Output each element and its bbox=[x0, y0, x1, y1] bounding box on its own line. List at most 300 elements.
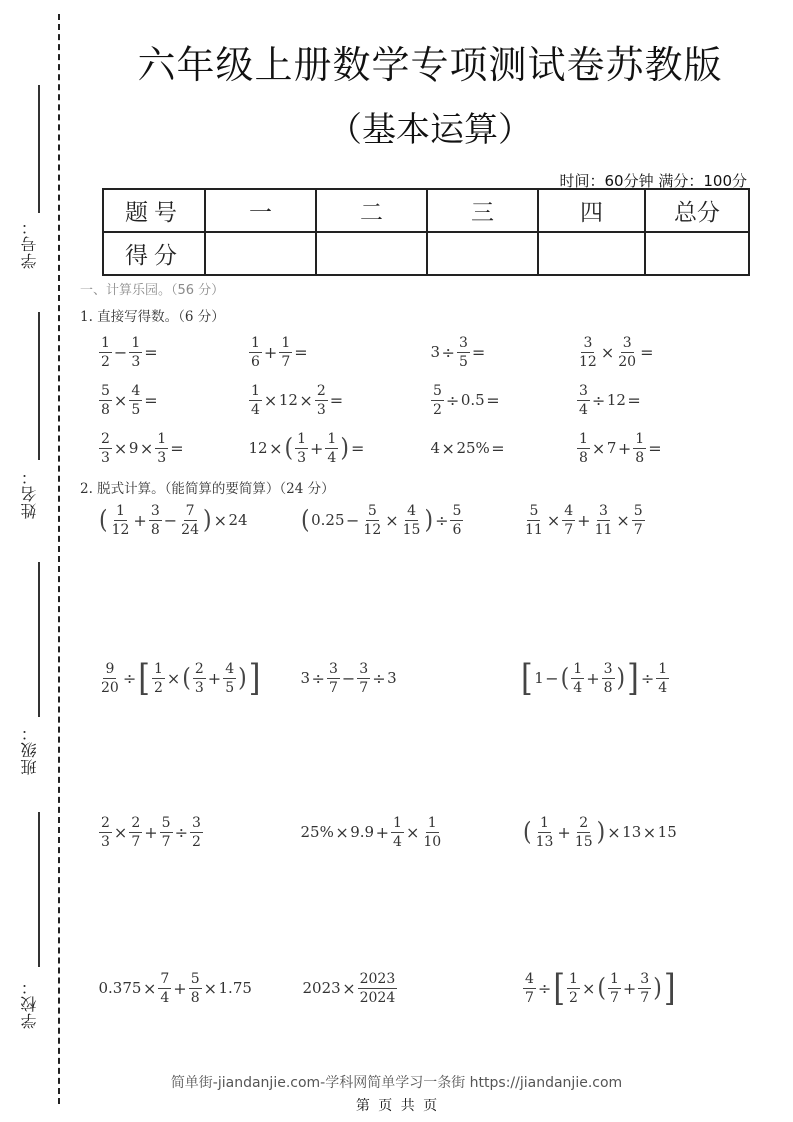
parenthesis: ) bbox=[653, 973, 662, 1003]
math-expression bbox=[300, 812, 444, 852]
fraction bbox=[99, 432, 112, 465]
score-cell-part-4[interactable] bbox=[538, 232, 645, 275]
fraction bbox=[327, 662, 340, 695]
number: 0.5 bbox=[460, 391, 485, 409]
fraction bbox=[562, 504, 575, 537]
denominator: 6 bbox=[251, 353, 260, 370]
math-expression bbox=[522, 968, 677, 1008]
parenthesis: ( bbox=[523, 817, 532, 847]
denominator: 7 bbox=[609, 989, 619, 1006]
header-cell-part-4: 四 bbox=[538, 189, 645, 232]
math-expression bbox=[576, 380, 642, 420]
fraction bbox=[160, 816, 173, 849]
operator: ÷ bbox=[640, 668, 655, 688]
operator: × bbox=[142, 978, 157, 998]
operator: × bbox=[335, 822, 349, 842]
denominator: 7 bbox=[281, 353, 291, 370]
number: 25% bbox=[456, 439, 490, 457]
fraction bbox=[223, 662, 236, 695]
number: 4 bbox=[430, 439, 441, 457]
numerator: 2 bbox=[101, 430, 110, 447]
denominator: 13 bbox=[535, 833, 554, 850]
score-table bbox=[102, 188, 750, 276]
fraction bbox=[391, 816, 404, 849]
numerator: 3 bbox=[599, 502, 608, 519]
denominator: 4 bbox=[658, 679, 668, 696]
numerator: 4 bbox=[564, 502, 574, 519]
numerator: 1 bbox=[131, 334, 141, 351]
numerator: 3 bbox=[622, 334, 632, 351]
denominator: 8 bbox=[603, 679, 613, 696]
parenthesis: ) bbox=[616, 663, 626, 693]
numerator: 7 bbox=[160, 970, 170, 987]
operator: × bbox=[269, 438, 283, 458]
fraction bbox=[129, 384, 142, 417]
denominator: 7 bbox=[564, 521, 574, 538]
fraction bbox=[523, 504, 545, 537]
parenthesis: ) bbox=[238, 663, 247, 693]
denominator: 2 bbox=[433, 401, 442, 418]
denominator: 2 bbox=[569, 989, 578, 1006]
fraction bbox=[577, 336, 599, 369]
math-expression bbox=[248, 428, 365, 468]
number: 0.375 bbox=[98, 979, 142, 997]
fraction bbox=[158, 972, 171, 1005]
numerator: 1 bbox=[297, 430, 307, 447]
numerator: 1 bbox=[609, 970, 619, 987]
math-expression bbox=[430, 332, 486, 372]
fraction bbox=[450, 504, 463, 537]
operator: = bbox=[491, 438, 505, 458]
score-table-score-row bbox=[103, 232, 749, 275]
fraction bbox=[567, 972, 580, 1005]
numerator: 3 bbox=[603, 660, 613, 677]
operator: = bbox=[294, 342, 308, 362]
parenthesis: ( bbox=[182, 663, 191, 693]
operator: × bbox=[203, 978, 218, 998]
math-expression bbox=[302, 968, 398, 1008]
numerator: 5 bbox=[367, 502, 377, 519]
operator: − bbox=[113, 342, 128, 362]
fraction bbox=[295, 432, 308, 465]
operator: ÷ bbox=[435, 510, 449, 530]
fraction bbox=[523, 972, 536, 1005]
number: 12 bbox=[606, 391, 626, 409]
numerator: 2 bbox=[131, 814, 141, 831]
numerator: 5 bbox=[633, 502, 643, 519]
numerator: 4 bbox=[525, 970, 534, 987]
fraction bbox=[431, 384, 444, 417]
fraction bbox=[633, 432, 646, 465]
denominator: 12 bbox=[111, 521, 130, 538]
score-row-label: 得分 bbox=[103, 232, 205, 275]
number: 25% bbox=[300, 823, 334, 841]
numerator: 7 bbox=[185, 502, 195, 519]
operator: = bbox=[144, 390, 158, 410]
score-cell-part-3[interactable] bbox=[427, 232, 538, 275]
number: 9 bbox=[128, 439, 139, 457]
denominator: 7 bbox=[161, 833, 171, 850]
fraction bbox=[421, 816, 443, 849]
operator: + bbox=[173, 978, 187, 998]
numerator: 2 bbox=[316, 382, 326, 399]
fraction bbox=[602, 662, 615, 695]
operator: × bbox=[405, 822, 420, 842]
page-title: 六年级上册数学专项测试卷苏教版 bbox=[137, 43, 723, 87]
numerator: 1 bbox=[579, 430, 588, 447]
numerator: 1 bbox=[658, 660, 668, 677]
margin-field-label: 学校： bbox=[20, 978, 39, 1029]
bracket: [ bbox=[553, 967, 566, 1009]
number: 7 bbox=[606, 439, 617, 457]
margin-field-blank-line[interactable] bbox=[38, 812, 40, 967]
numerator: 1 bbox=[540, 814, 549, 831]
number: 1 bbox=[534, 669, 544, 687]
numerator: 1 bbox=[251, 334, 260, 351]
number: 0.25 bbox=[311, 511, 345, 529]
operator: × bbox=[139, 438, 154, 458]
denominator: 4 bbox=[251, 401, 260, 418]
fraction bbox=[325, 432, 338, 465]
operator: = bbox=[486, 390, 500, 410]
denominator: 5 bbox=[458, 353, 468, 370]
operator: = bbox=[648, 438, 662, 458]
number: 2023 bbox=[302, 979, 341, 997]
score-table-header-row bbox=[103, 189, 749, 232]
numerator: 1 bbox=[251, 382, 260, 399]
numerator: 2 bbox=[579, 814, 589, 831]
denominator: 4 bbox=[579, 401, 588, 418]
operator: ÷ bbox=[372, 668, 386, 688]
parenthesis: ) bbox=[424, 505, 434, 535]
margin-field-blank-line[interactable] bbox=[38, 312, 40, 460]
operator: + bbox=[375, 822, 390, 842]
number: 12 bbox=[278, 391, 298, 409]
denominator: 8 bbox=[101, 401, 110, 418]
fraction bbox=[249, 384, 262, 417]
denominator: 2024 bbox=[359, 989, 396, 1006]
denominator: 5 bbox=[225, 679, 235, 696]
operator: × bbox=[441, 438, 455, 458]
operator: × bbox=[607, 822, 621, 842]
margin-field-label: 姓名： bbox=[20, 468, 39, 519]
fraction bbox=[149, 504, 162, 537]
operator: + bbox=[577, 510, 591, 530]
fraction bbox=[573, 816, 595, 849]
score-cell-part-1[interactable] bbox=[205, 232, 316, 275]
math-expression bbox=[576, 428, 663, 468]
fraction bbox=[577, 384, 590, 417]
fraction bbox=[361, 504, 383, 537]
denominator: 3 bbox=[101, 833, 110, 850]
header-cell-total: 总分 bbox=[645, 189, 749, 232]
parenthesis: ) bbox=[596, 817, 606, 847]
fraction bbox=[577, 432, 590, 465]
question-2-heading: 2. 脱式计算。（能简算的要简算）（24 分） bbox=[80, 481, 335, 497]
denominator: 8 bbox=[579, 449, 588, 466]
denominator: 7 bbox=[328, 679, 338, 696]
header-cell-part-3: 三 bbox=[427, 189, 538, 232]
numerator: 1 bbox=[101, 334, 110, 351]
numerator: 3 bbox=[458, 334, 468, 351]
operator: + bbox=[622, 978, 637, 998]
fraction bbox=[279, 336, 292, 369]
operator: × bbox=[581, 978, 596, 998]
math-expression bbox=[98, 968, 252, 1008]
denominator: 15 bbox=[402, 521, 421, 538]
fraction bbox=[638, 972, 651, 1005]
fraction bbox=[401, 504, 423, 537]
operator: − bbox=[163, 510, 178, 530]
numerator: 5 bbox=[529, 502, 539, 519]
denominator: 3 bbox=[297, 449, 307, 466]
denominator: 7 bbox=[359, 679, 369, 696]
number: 3 bbox=[430, 343, 441, 361]
math-expression bbox=[98, 428, 185, 468]
number: 1.75 bbox=[218, 979, 252, 997]
fraction bbox=[616, 336, 638, 369]
cut-line-dashed bbox=[58, 14, 60, 1104]
fraction bbox=[99, 384, 112, 417]
denominator: 11 bbox=[594, 521, 613, 538]
operator: ÷ bbox=[122, 668, 137, 688]
header-cell-part-1: 一 bbox=[205, 189, 316, 232]
denominator: 4 bbox=[327, 449, 337, 466]
bracket: ] bbox=[663, 967, 676, 1009]
parenthesis: ( bbox=[99, 505, 108, 535]
math-expression bbox=[430, 380, 501, 420]
operator: × bbox=[113, 438, 128, 458]
fraction bbox=[155, 432, 168, 465]
operator: = bbox=[471, 342, 486, 362]
denominator: 3 bbox=[101, 449, 110, 466]
numerator: 4 bbox=[225, 660, 235, 677]
denominator: 3 bbox=[194, 679, 204, 696]
denominator: 3 bbox=[157, 449, 167, 466]
operator: × bbox=[385, 510, 399, 530]
numerator: 1 bbox=[393, 814, 402, 831]
fraction bbox=[99, 816, 112, 849]
operator: ÷ bbox=[174, 822, 188, 842]
fraction bbox=[129, 336, 142, 369]
math-expression bbox=[98, 500, 248, 540]
margin-field-label: 学号： bbox=[20, 218, 39, 269]
numerator: 5 bbox=[433, 382, 442, 399]
operator: × bbox=[299, 390, 313, 410]
footer-page-number: 第 页 共 页 bbox=[355, 1098, 438, 1114]
fraction bbox=[249, 336, 262, 369]
number: 3 bbox=[300, 669, 311, 687]
numerator: 1 bbox=[327, 430, 337, 447]
operator: ÷ bbox=[445, 390, 460, 410]
denominator: 8 bbox=[635, 449, 645, 466]
number: 24 bbox=[228, 511, 248, 529]
operator: + bbox=[617, 438, 632, 458]
bracket: [ bbox=[521, 657, 533, 699]
operator: + bbox=[263, 342, 278, 362]
denominator: 7 bbox=[633, 521, 643, 538]
denominator: 12 bbox=[363, 521, 382, 538]
operator: ÷ bbox=[537, 978, 552, 998]
denominator: 3 bbox=[316, 401, 326, 418]
denominator: 7 bbox=[525, 989, 534, 1006]
fraction bbox=[608, 972, 621, 1005]
operator: + bbox=[310, 438, 324, 458]
header-cell-part-2: 二 bbox=[316, 189, 427, 232]
operator: + bbox=[144, 822, 158, 842]
parenthesis: ( bbox=[301, 505, 310, 535]
denominator: 4 bbox=[573, 679, 583, 696]
denominator: 2 bbox=[153, 679, 163, 696]
numerator: 3 bbox=[583, 334, 593, 351]
operator: ÷ bbox=[311, 668, 325, 688]
operator: = bbox=[170, 438, 184, 458]
fraction bbox=[99, 662, 121, 695]
numerator: 5 bbox=[452, 502, 462, 519]
parenthesis: ) bbox=[202, 505, 212, 535]
bracket: ] bbox=[627, 657, 639, 699]
math-expression bbox=[248, 332, 309, 372]
math-expression bbox=[300, 500, 464, 540]
numerator: 5 bbox=[161, 814, 171, 831]
operator: − bbox=[545, 668, 559, 688]
denominator: 20 bbox=[101, 679, 119, 696]
denominator: 2 bbox=[101, 353, 110, 370]
operator: = bbox=[627, 390, 641, 410]
operator: = bbox=[329, 390, 344, 410]
number: 3 bbox=[387, 669, 397, 687]
denominator: 8 bbox=[190, 989, 200, 1006]
operator: × bbox=[113, 390, 128, 410]
parenthesis: ) bbox=[340, 433, 349, 463]
number: 13 bbox=[622, 823, 642, 841]
denominator: 4 bbox=[160, 989, 170, 1006]
fraction bbox=[189, 972, 202, 1005]
math-expression bbox=[520, 658, 670, 698]
fraction bbox=[99, 336, 112, 369]
denominator: 7 bbox=[131, 833, 141, 850]
operator: × bbox=[591, 438, 606, 458]
operator: × bbox=[166, 668, 181, 688]
footer-watermark: 简单街-jiandanjie.com-学科网简单学习一条街 https://jiandanjie.com bbox=[170, 1075, 623, 1091]
numerator: 5 bbox=[190, 970, 200, 987]
math-expression bbox=[98, 380, 159, 420]
fraction bbox=[656, 662, 669, 695]
denominator: 11 bbox=[525, 521, 543, 538]
numerator: 3 bbox=[328, 660, 338, 677]
numerator: 4 bbox=[131, 382, 141, 399]
operator: − bbox=[346, 510, 360, 530]
operator: + bbox=[586, 668, 600, 688]
math-expression bbox=[98, 812, 204, 852]
denominator: 10 bbox=[423, 833, 442, 850]
score-cell-part-2[interactable] bbox=[316, 232, 427, 275]
page-subtitle: （基本运算） bbox=[328, 110, 532, 150]
fraction bbox=[129, 816, 142, 849]
section-1-heading: 一、计算乐园。（56 分） bbox=[80, 283, 225, 298]
fraction bbox=[457, 336, 470, 369]
numerator: 2 bbox=[194, 660, 204, 677]
operator: × bbox=[342, 978, 356, 998]
number: 15 bbox=[657, 823, 677, 841]
operator: − bbox=[341, 668, 356, 688]
parenthesis: ( bbox=[597, 973, 606, 1003]
numerator: 1 bbox=[157, 430, 167, 447]
denominator: 4 bbox=[393, 833, 402, 850]
fraction bbox=[358, 972, 398, 1005]
margin-field-blank-line[interactable] bbox=[38, 85, 40, 213]
fraction bbox=[190, 816, 203, 849]
numerator: 1 bbox=[573, 660, 583, 677]
operator: + bbox=[557, 822, 571, 842]
time-and-score-info: 时间：60分钟 满分：100分 bbox=[559, 172, 747, 190]
parenthesis: ( bbox=[284, 433, 294, 463]
fraction bbox=[152, 662, 165, 695]
operator: ÷ bbox=[591, 390, 606, 410]
parenthesis: ( bbox=[560, 663, 570, 693]
math-expression bbox=[522, 812, 677, 852]
denominator: 15 bbox=[574, 833, 593, 850]
fraction bbox=[315, 384, 328, 417]
operator: × bbox=[600, 342, 615, 362]
numerator: 2 bbox=[101, 814, 110, 831]
math-expression bbox=[300, 658, 397, 698]
numerator: 3 bbox=[579, 382, 588, 399]
operator: × bbox=[616, 510, 630, 530]
operator: = bbox=[350, 438, 365, 458]
operator: × bbox=[113, 822, 128, 842]
numerator: 4 bbox=[407, 502, 417, 519]
operator: × bbox=[546, 510, 561, 530]
numerator: 1 bbox=[635, 430, 645, 447]
number: 12 bbox=[248, 439, 268, 457]
denominator: 12 bbox=[579, 353, 597, 370]
operator: × bbox=[213, 510, 227, 530]
operator: + bbox=[207, 668, 222, 688]
math-expression bbox=[98, 332, 159, 372]
math-expression bbox=[248, 380, 344, 420]
denominator: 8 bbox=[150, 521, 160, 538]
number: 9.9 bbox=[350, 823, 375, 841]
score-cell-total[interactable] bbox=[645, 232, 749, 275]
numerator: 1 bbox=[569, 970, 578, 987]
denominator: 3 bbox=[131, 353, 141, 370]
question-1-heading: 1. 直接写得数。（6 分） bbox=[80, 309, 225, 325]
bracket: [ bbox=[138, 657, 150, 699]
numerator: 2023 bbox=[359, 970, 396, 987]
numerator: 9 bbox=[105, 660, 115, 677]
operator: = bbox=[640, 342, 654, 362]
denominator: 5 bbox=[131, 401, 141, 418]
operator: × bbox=[642, 822, 657, 842]
fraction bbox=[632, 504, 645, 537]
margin-field-label: 班级： bbox=[20, 724, 39, 775]
bracket: ] bbox=[248, 657, 261, 699]
operator: × bbox=[263, 390, 278, 410]
numerator: 1 bbox=[281, 334, 291, 351]
math-expression bbox=[430, 428, 506, 468]
margin-field-blank-line[interactable] bbox=[38, 562, 40, 717]
numerator: 1 bbox=[427, 814, 437, 831]
numerator: 3 bbox=[359, 660, 369, 677]
denominator: 2 bbox=[191, 833, 201, 850]
numerator: 1 bbox=[153, 660, 163, 677]
fraction bbox=[593, 504, 615, 537]
math-expression bbox=[522, 500, 646, 540]
numerator: 1 bbox=[116, 502, 125, 519]
denominator: 7 bbox=[640, 989, 650, 1006]
fraction bbox=[571, 662, 584, 695]
